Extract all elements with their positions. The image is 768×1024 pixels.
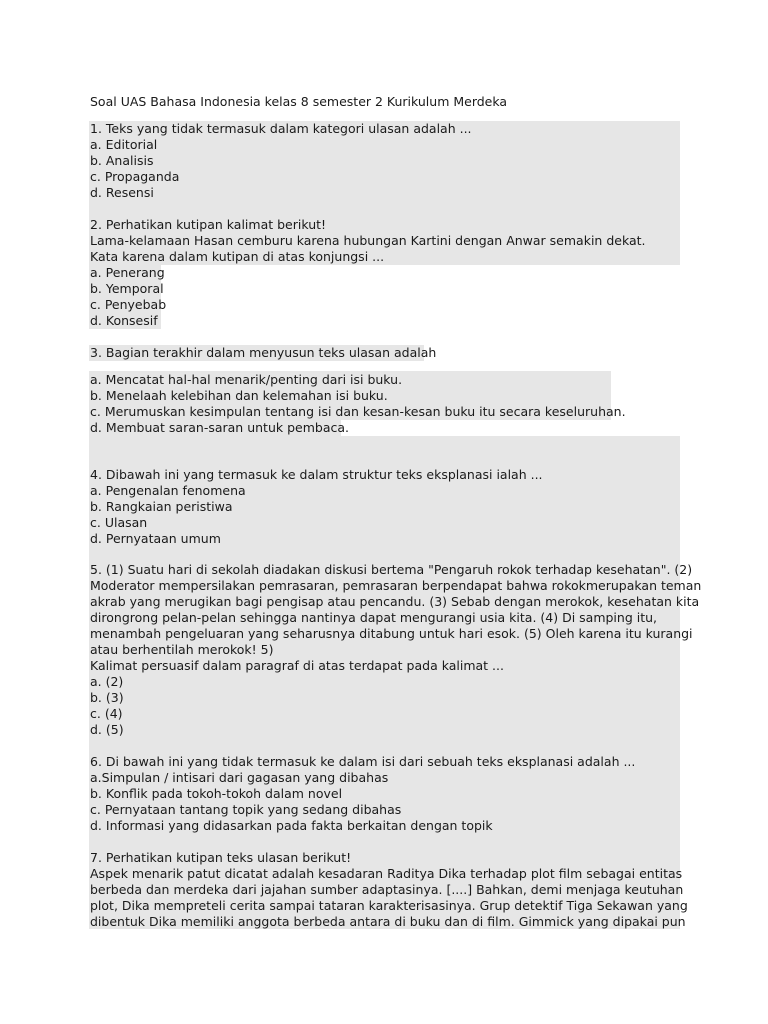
text-line: a. Mencatat hal-hal menarik/penting dari isi buku. bbox=[90, 372, 403, 387]
text-line: d. Membuat saran-saran untuk pembaca. bbox=[90, 420, 349, 435]
text-line: 2. Perhatikan kutipan kalimat berikut! bbox=[90, 217, 327, 232]
page-title: Soal UAS Bahasa Indonesia kelas 8 semester 2 Kurikulum Merdeka bbox=[90, 94, 508, 109]
text-line: d. Konsesif bbox=[90, 313, 158, 328]
text-line: akrab yang merugikan bagi pengisap atau pencandu. (3) Sebab dengan merokok, kesehatan kita bbox=[90, 594, 700, 609]
text-line: Kata karena dalam kutipan di atas konjungsi ... bbox=[90, 249, 385, 264]
text-line: dirongrong pelan-pelan sehingga nantinya dapat mengurangi usia kita. (4) Di samping itu, bbox=[90, 610, 657, 625]
text-line: dibentuk Dika memiliki anggota berbeda antara di buku dan di film. Gimmick yang dipakai pun bbox=[90, 914, 686, 929]
text-line: plot, Dika mempreteli cerita sampai tataran karakterisasinya. Grup detektif Tiga Sekawan yang bbox=[90, 898, 688, 913]
text-line: a. (2) bbox=[90, 674, 124, 689]
text-line: menambah pengeluaran yang seharusnya ditabung untuk hari esok. (5) Oleh karena itu kurangi bbox=[90, 626, 693, 641]
text-line: b. Analisis bbox=[90, 153, 154, 168]
text-line: d. Pernyataan umum bbox=[90, 531, 221, 546]
text-line: c. Penyebab bbox=[90, 297, 167, 312]
text-line: c. Pernyataan tantang topik yang sedang dibahas bbox=[90, 802, 402, 817]
text-line: atau berhentilah merokok! 5) bbox=[90, 642, 274, 657]
text-line: a. Penerang bbox=[90, 265, 165, 280]
text-line: d. Resensi bbox=[90, 185, 154, 200]
text-line: c. (4) bbox=[90, 706, 123, 721]
text-line: b. (3) bbox=[90, 690, 124, 705]
text-line: c. Ulasan bbox=[90, 515, 148, 530]
text-line: b. Yemporal bbox=[90, 281, 164, 296]
document-body bbox=[90, 0, 702, 1024]
text-line: 7. Perhatikan kutipan teks ulasan berikut! bbox=[90, 850, 352, 865]
text-line: berbeda dan merdeka dari jajahan sumber adaptasinya. [....] Bahkan, demi menjaga keutuhan bbox=[90, 882, 684, 897]
text-line: 3. Bagian terakhir dalam menyusun teks ulasan adalah bbox=[90, 345, 437, 360]
text-line: a.Simpulan / intisari dari gagasan yang dibahas bbox=[90, 770, 389, 785]
text-line: Kalimat persuasif dalam paragraf di atas terdapat pada kalimat ... bbox=[90, 658, 504, 673]
text-line: b. Rangkaian peristiwa bbox=[90, 499, 233, 514]
text-line: Moderator mempersilakan pemrasaran, pemrasaran berpendapat bahwa rokokmerupakan teman bbox=[90, 578, 702, 593]
text-line: 5. (1) Suatu hari di sekolah diadakan diskusi bertema "Pengaruh rokok terhadap kesehatan". (2) bbox=[90, 562, 693, 577]
text-line: c. Propaganda bbox=[90, 169, 180, 184]
text-line: a. Pengenalan fenomena bbox=[90, 483, 246, 498]
text-line: 4. Dibawah ini yang termasuk ke dalam struktur teks eksplanasi ialah ... bbox=[90, 467, 543, 482]
text-line: d. (5) bbox=[90, 722, 124, 737]
text-line: 6. Di bawah ini yang tidak termasuk ke dalam isi dari sebuah teks eksplanasi adalah ... bbox=[90, 754, 636, 769]
text-line: a. Editorial bbox=[90, 137, 158, 152]
text-line: c. Merumuskan kesimpulan tentang isi dan kesan-kesan buku itu secara keseluruhan. bbox=[90, 404, 626, 419]
text-line: 1. Teks yang tidak termasuk dalam kategori ulasan adalah ... bbox=[90, 121, 472, 136]
text-line: d. Informasi yang didasarkan pada fakta berkaitan dengan topik bbox=[90, 818, 493, 833]
text-line: Aspek menarik patut dicatat adalah kesadaran Raditya Dika terhadap plot film sebagai entitas bbox=[90, 866, 683, 881]
text-line: b. Menelaah kelebihan dan kelemahan isi buku. bbox=[90, 388, 388, 403]
text-line: b. Konflik pada tokoh-tokoh dalam novel bbox=[90, 786, 343, 801]
text-line: Lama-kelamaan Hasan cemburu karena hubungan Kartini dengan Anwar semakin dekat. bbox=[90, 233, 646, 248]
